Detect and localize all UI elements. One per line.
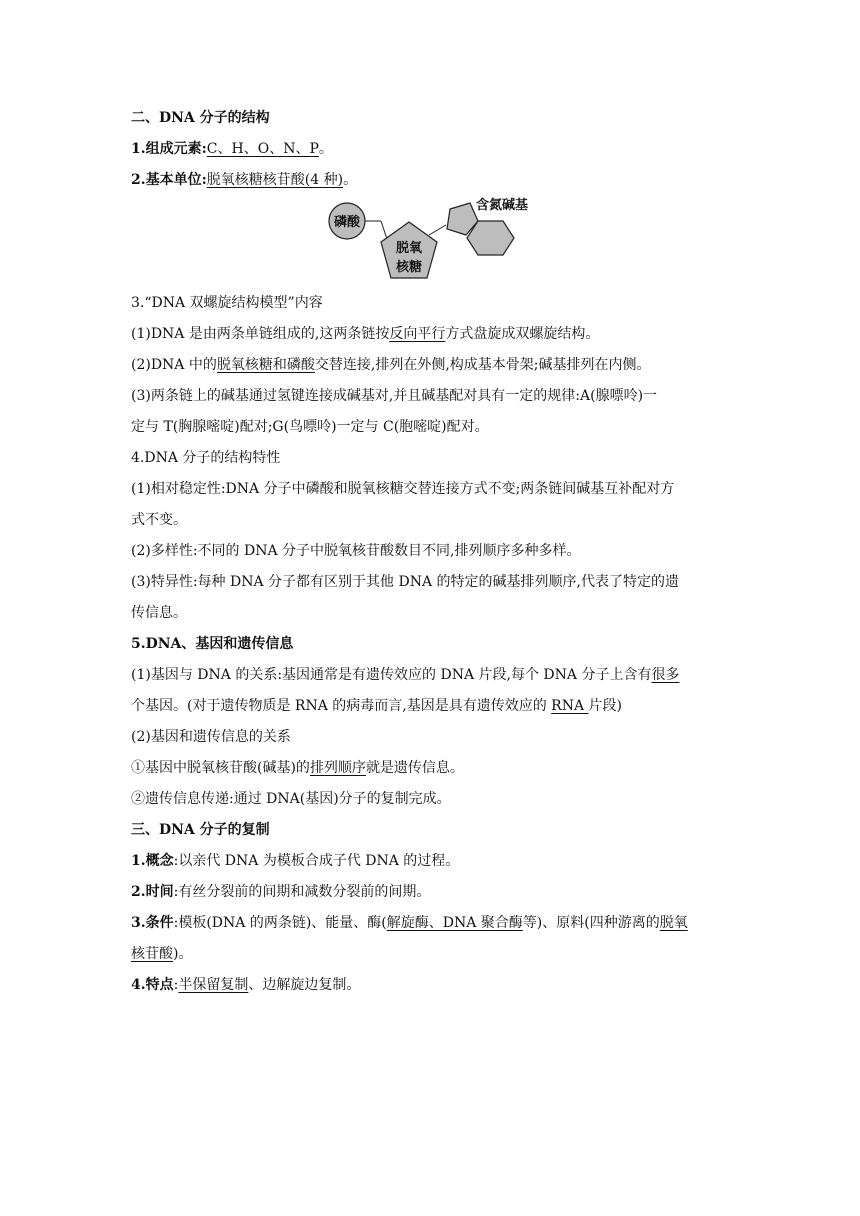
- item-label: 1.组成元素:: [131, 141, 207, 157]
- paragraph: (2)多样性:不同的 DNA 分子中脱氧核苷酸数目不同,排列顺序多种多样。: [131, 543, 581, 559]
- phosphate-label: 磷酸: [333, 215, 361, 230]
- paragraph: (2)基因和遗传信息的关系: [131, 729, 291, 745]
- paragraph: (1)相对稳定性:DNA 分子中磷酸和脱氧核糖交替连接方式不变;两条链间碱基互补配对方: [131, 481, 675, 497]
- sugar-label-2: 核糖: [395, 260, 423, 275]
- base-label: 含氮碱基: [476, 198, 529, 213]
- paragraph: 传信息。: [131, 605, 187, 621]
- paragraph: 式不变。: [131, 512, 187, 528]
- paragraph: ②遗传信息传递:通过 DNA(基因)分子的复制完成。: [131, 791, 451, 807]
- paragraph: (3)两条链上的碱基通过氢键连接成碱基对,并且碱基配对具有一定的规律:A(腺嘌呤)一: [131, 388, 658, 404]
- item-conditions-cont: 核苷酸)。: [131, 946, 193, 962]
- item-time: 2.时间:有丝分裂前的间期和减数分裂前的间期。: [131, 884, 431, 900]
- paragraph: (2)DNA 中的脱氧核糖和磷酸交替连接,排列在外侧,构成基本骨架;碱基排列在内侧。: [131, 357, 651, 373]
- item-conditions: 3.条件:模板(DNA 的两条链)、能量、酶(解旋酶、DNA 聚合酶等)、原料(四种游离的脱氧: [131, 915, 688, 931]
- item-elements: 1.组成元素:C、H、O、N、P。: [131, 141, 333, 157]
- underlined-answer: 脱氧核糖核苷酸(4 种): [206, 172, 344, 188]
- item-basic-unit: 2.基本单位:脱氧核糖核苷酸(4 种)。: [131, 172, 358, 188]
- paragraph: (3)特异性:每种 DNA 分子都有区别于其他 DNA 的特定的碱基排列顺序,代表了特定的遗: [131, 574, 679, 590]
- item-label: 2.基本单位:: [131, 172, 207, 188]
- sugar-label-1: 脱氧: [395, 241, 423, 256]
- paragraph: ①基因中脱氧核苷酸(碱基)的排列顺序就是遗传信息。: [131, 760, 464, 776]
- item-3-title: 3.“DNA 双螺旋结构模型”内容: [131, 295, 323, 311]
- section-3-title: 三、DNA 分子的复制: [131, 822, 270, 838]
- section-2-title: 二、DNA 分子的结构: [131, 110, 270, 126]
- item-4-title: 4.DNA 分子的结构特性: [131, 450, 281, 466]
- item-features: 4.特点:半保留复制、边解旋边复制。: [131, 977, 361, 993]
- sugar-base-bond: [429, 225, 446, 235]
- document-page: [131, 108, 731, 995]
- paragraph: (1)基因与 DNA 的关系:基因通常是有遗传效应的 DNA 片段,每个 DNA 分子上含有很多: [131, 667, 680, 683]
- underlined-answer: C、H、O、N、P: [206, 141, 319, 157]
- paragraph: 定与 T(胸腺嘧啶)配对;G(鸟嘌呤)一定与 C(胞嘧啶)配对。: [131, 419, 489, 435]
- paragraph: (1)DNA 是由两条单链组成的,这两条链按反向平行方式盘旋成双螺旋结构。: [131, 326, 600, 342]
- item-concept: 1.概念:以亲代 DNA 为模板合成子代 DNA 的过程。: [131, 853, 460, 869]
- base-hexagon: [467, 221, 514, 255]
- nucleotide-diagram: [131, 195, 731, 287]
- paragraph: 个基因。(对于遗传物质是 RNA 的病毒而言,基因是具有遗传效应的 RNA 片段): [131, 698, 622, 714]
- item-5-title: 5.DNA、基因和遗传信息: [131, 636, 294, 652]
